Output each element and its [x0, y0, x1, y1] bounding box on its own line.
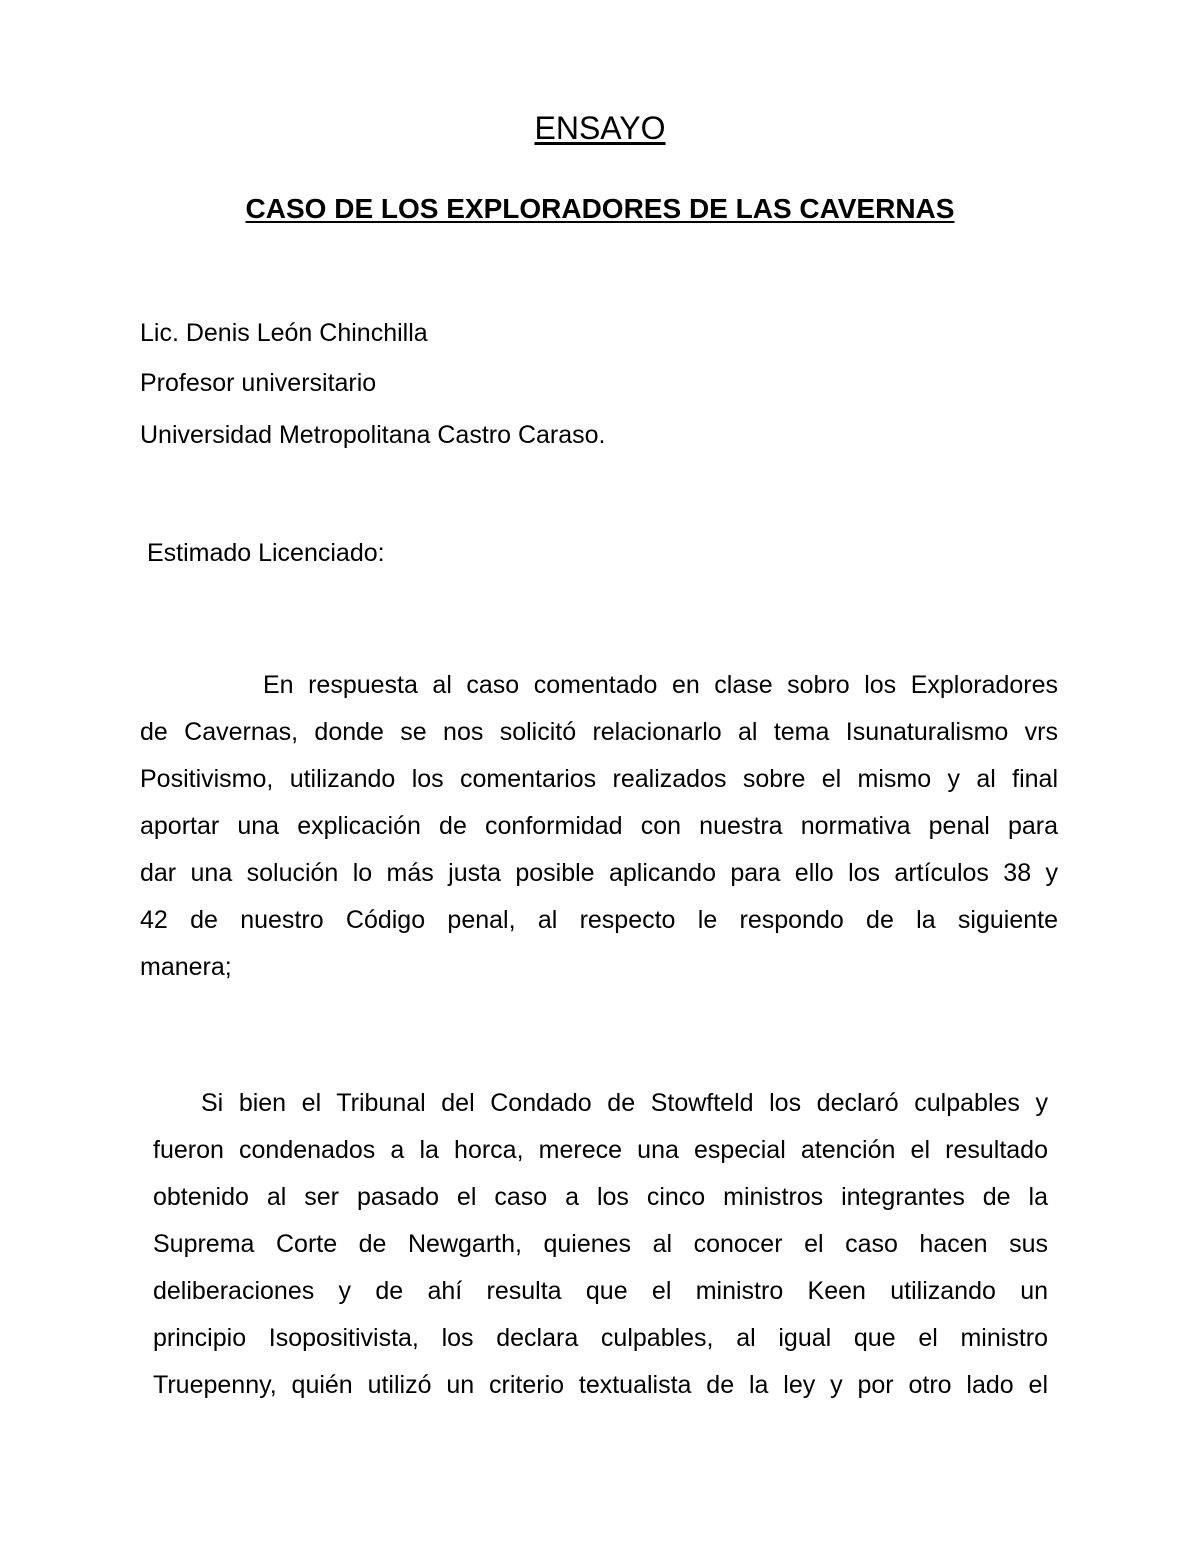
paragraph-line: Si bien el Tribunal del Condado de Stowfteld los declaró culpables y: [201, 1089, 1048, 1117]
paragraph-line: fueron condenados a la horca, merece una especial atención el resultado: [153, 1136, 1048, 1164]
document-title: ENSAYO: [534, 110, 666, 146]
paragraph-line: manera;: [140, 953, 232, 981]
recipient-name: Lic. Denis León Chinchilla: [140, 319, 428, 347]
recipient-institution: Universidad Metropolitana Castro Caraso.: [140, 421, 606, 449]
paragraph-line: obtenido al ser pasado el caso a los cinco ministros integrantes de la: [153, 1183, 1048, 1211]
document-subtitle: CASO DE LOS EXPLORADORES DE LAS CAVERNAS: [245, 193, 955, 224]
recipient-role: Profesor universitario: [140, 369, 377, 397]
paragraph-line: principio Isopositivista, los declara culpables, al igual que el ministro: [153, 1324, 1048, 1352]
paragraph-line: dar una solución lo más justa posible aplicando para ello los artículos 38 y: [140, 859, 1058, 887]
paragraph-1: [140, 662, 1058, 991]
paragraph-line: de Cavernas, donde se nos solicitó relacionarlo al tema Isunaturalismo vrs: [140, 718, 1058, 746]
paragraph-line: En respuesta al caso comentado en clase sobro los Exploradores: [263, 671, 1058, 699]
paragraph-line: aportar una explicación de conformidad con nuestra normativa penal para: [140, 812, 1058, 840]
salutation: Estimado Licenciado:: [140, 539, 385, 567]
paragraph-line: Truepenny, quién utilizó un criterio textualista de la ley y por otro lado el: [153, 1371, 1048, 1399]
paragraph-line: Suprema Corte de Newgarth, quienes al conocer el caso hacen sus: [153, 1230, 1048, 1258]
paragraph-line: deliberaciones y de ahí resulta que el ministro Keen utilizando un: [153, 1277, 1048, 1305]
paragraph-2: [153, 1080, 1048, 1409]
paragraph-line: Positivismo, utilizando los comentarios realizados sobre el mismo y al final: [140, 765, 1058, 793]
paragraph-line: 42 de nuestro Código penal, al respecto le respondo de la siguiente: [140, 906, 1058, 934]
